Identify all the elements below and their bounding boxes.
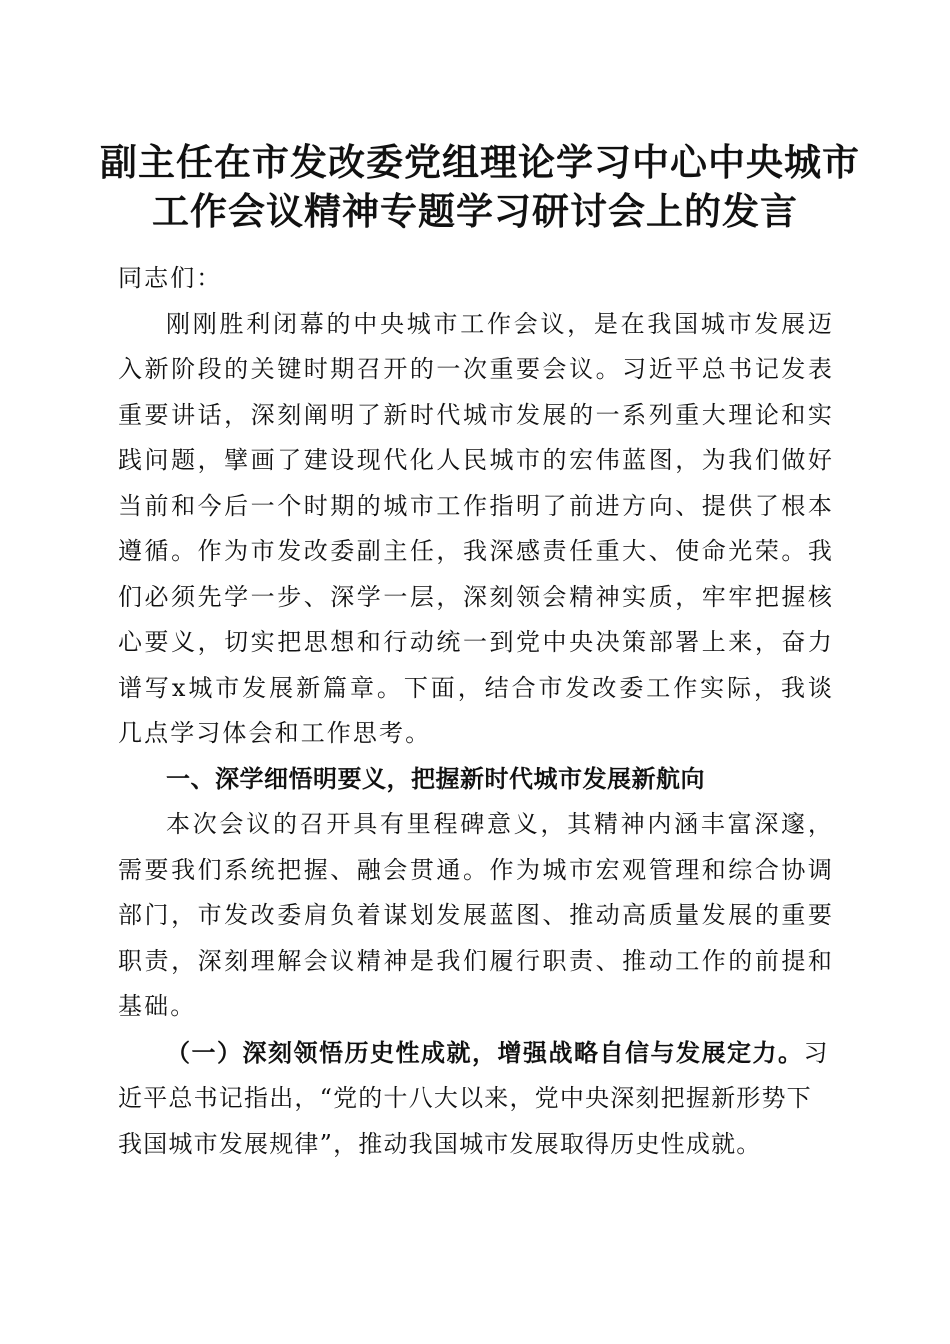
- section-heading-1: 一、深学细悟明要义，把握新时代城市发展新航向: [166, 764, 705, 793]
- paragraph-subsection-1: [118, 1030, 834, 1168]
- subsection-heading-1: （一）深刻领悟历史性成就，增强战略自信与发展定力。: [166, 1037, 804, 1067]
- title-line-2: 工作会议精神专题学习研讨会上的发言: [152, 189, 798, 233]
- paragraph-section-1: 本次会议的召开具有里程碑意义，其精神内涵丰富深邃，需要我们系统把握、融会贯通。作为城市宏观管理和综合协调部门，市发改委肩负着谋划发展蓝图、推动高质量发展的重要职责，深刻理解会议精神是我们履行职责、推动工作的前提和基础。: [118, 810, 834, 1020]
- paragraph-intro: 刚刚胜利闭幕的中央城市工作会议，是在我国城市发展迈入新阶段的关键时期召开的一次重要会议。习近平总书记发表重要讲话，深刻阐明了新时代城市发展的一系列重大理论和实践问题，擘画了建设现代化人民城市的宏伟蓝图，为我们做好当前和今后一个时期的城市工作指明了前进方向、提供了根本遵循。作为市发改委副主任，我深感责任重大、使命光荣。我们必须先学一步、深学一层，深刻领会精神实质，牢牢把握核心要义，切实把思想和行动统一到党中央决策部署上来，奋力谱写x城市发展新篇章。下面，结合市发改委工作实际，我谈几点学习体会和工作思考。: [118, 309, 834, 747]
- title-line-1: 副主任在市发改委党组理论学习中心中央城市: [100, 140, 860, 184]
- document-body: [118, 256, 834, 1167]
- subsection-1-text: 习近平总书记指出，“党的十八大以来，党中央深刻把握新形势下我国城市发展规律”，推动我国城市发展取得历史性成就。: [118, 1038, 829, 1158]
- document-title: [100, 138, 860, 236]
- salutation: 同志们：: [118, 264, 223, 292]
